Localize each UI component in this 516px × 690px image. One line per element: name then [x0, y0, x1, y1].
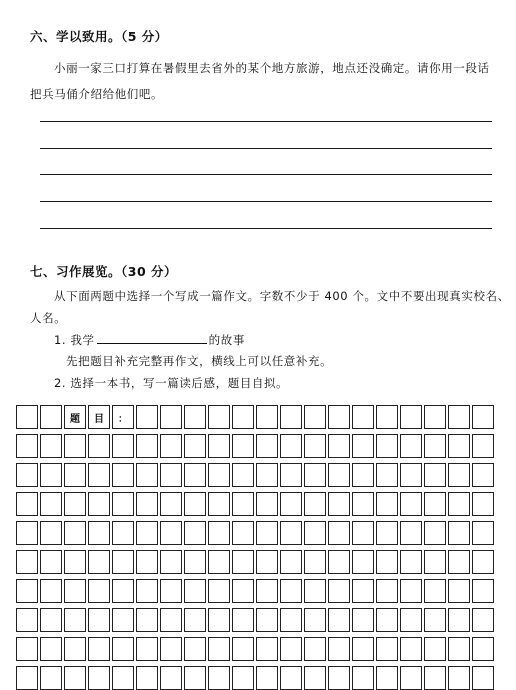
answer-line-3[interactable] — [40, 174, 492, 175]
grid-cell[interactable] — [160, 550, 182, 574]
grid-cell[interactable] — [16, 405, 38, 429]
grid-cell[interactable] — [328, 434, 350, 458]
grid-cell[interactable] — [160, 521, 182, 545]
grid-cell[interactable] — [40, 405, 62, 429]
grid-cell[interactable] — [232, 579, 254, 603]
grid-cell[interactable] — [256, 405, 278, 429]
grid-cell[interactable] — [352, 521, 374, 545]
grid-cell[interactable] — [448, 608, 470, 632]
section-7-instruction-line-1: 从下面两题中选择一个写成一篇作文。字数不少于 400 个。文中不要出现真实校名、 — [54, 289, 510, 303]
grid-cell[interactable] — [112, 492, 134, 516]
grid-cell[interactable] — [328, 608, 350, 632]
answer-line-5[interactable] — [40, 228, 492, 229]
grid-cell[interactable] — [184, 463, 206, 487]
grid-cell[interactable] — [184, 405, 206, 429]
grid-cell[interactable] — [256, 463, 278, 487]
grid-cell[interactable] — [232, 666, 254, 690]
grid-cell[interactable] — [64, 666, 86, 690]
grid-cell[interactable] — [88, 521, 110, 545]
grid-cell[interactable] — [16, 521, 38, 545]
grid-cell[interactable] — [424, 579, 446, 603]
grid-cell[interactable] — [352, 637, 374, 661]
grid-cell[interactable] — [424, 521, 446, 545]
grid-title-char: ： — [112, 405, 134, 429]
grid-cell[interactable] — [280, 550, 302, 574]
grid-cell[interactable] — [64, 550, 86, 574]
option-1-prefix: 1. 我学 — [54, 333, 95, 347]
grid-cell[interactable] — [448, 405, 470, 429]
grid-cell[interactable] — [160, 405, 182, 429]
grid-cell[interactable] — [448, 579, 470, 603]
grid-cell[interactable] — [424, 405, 446, 429]
grid-cell[interactable] — [256, 608, 278, 632]
grid-cell[interactable] — [472, 492, 494, 516]
grid-cell[interactable] — [448, 434, 470, 458]
option-1-note: 先把题目补充完整再作文，横线上可以任意补充。 — [66, 354, 333, 368]
grid-cell[interactable] — [376, 550, 398, 574]
grid-cell[interactable] — [40, 579, 62, 603]
grid-cell[interactable] — [16, 608, 38, 632]
grid-cell[interactable] — [424, 492, 446, 516]
grid-cell[interactable] — [136, 492, 158, 516]
grid-cell[interactable] — [256, 637, 278, 661]
grid-cell[interactable] — [472, 405, 494, 429]
grid-cell[interactable] — [376, 492, 398, 516]
grid-cell[interactable] — [88, 579, 110, 603]
grid-cell[interactable] — [256, 666, 278, 690]
grid-cell[interactable] — [160, 463, 182, 487]
grid-cell[interactable] — [400, 637, 422, 661]
grid-cell[interactable] — [64, 521, 86, 545]
grid-cell[interactable] — [160, 666, 182, 690]
grid-cell[interactable] — [136, 550, 158, 574]
grid-cell[interactable] — [88, 434, 110, 458]
grid-cell[interactable] — [88, 463, 110, 487]
grid-cell[interactable] — [136, 463, 158, 487]
grid-cell[interactable] — [280, 405, 302, 429]
grid-cell[interactable] — [424, 608, 446, 632]
grid-cell[interactable] — [232, 434, 254, 458]
grid-cell[interactable] — [304, 405, 326, 429]
grid-cell[interactable] — [376, 521, 398, 545]
grid-cell[interactable] — [304, 579, 326, 603]
grid-cell[interactable] — [40, 666, 62, 690]
grid-cell[interactable] — [16, 550, 38, 574]
grid-cell[interactable] — [328, 405, 350, 429]
grid-cell[interactable] — [184, 608, 206, 632]
grid-row — [16, 579, 494, 603]
grid-cell[interactable] — [64, 463, 86, 487]
grid-cell[interactable] — [136, 579, 158, 603]
grid-cell[interactable] — [16, 666, 38, 690]
grid-cell[interactable] — [40, 463, 62, 487]
grid-cell[interactable] — [400, 579, 422, 603]
grid-cell[interactable] — [112, 579, 134, 603]
grid-cell[interactable] — [112, 666, 134, 690]
grid-cell[interactable] — [304, 434, 326, 458]
grid-cell[interactable] — [448, 463, 470, 487]
grid-cell[interactable] — [256, 579, 278, 603]
grid-cell[interactable] — [400, 550, 422, 574]
grid-cell[interactable] — [472, 608, 494, 632]
grid-cell[interactable] — [448, 521, 470, 545]
grid-cell[interactable] — [40, 637, 62, 661]
grid-cell[interactable] — [328, 637, 350, 661]
grid-cell[interactable] — [184, 579, 206, 603]
grid-cell[interactable] — [184, 434, 206, 458]
option-2: 2. 选择一本书，写一篇读后感，题目自拟。 — [54, 376, 289, 390]
grid-cell[interactable] — [280, 579, 302, 603]
grid-cell[interactable] — [88, 550, 110, 574]
grid-cell[interactable] — [88, 608, 110, 632]
grid-cell[interactable] — [160, 492, 182, 516]
grid-cell[interactable] — [40, 492, 62, 516]
grid-cell[interactable] — [208, 521, 230, 545]
grid-cell[interactable] — [400, 463, 422, 487]
grid-cell[interactable] — [352, 492, 374, 516]
grid-row — [16, 405, 494, 429]
grid-cell[interactable] — [304, 463, 326, 487]
grid-cell[interactable] — [208, 405, 230, 429]
grid-cell[interactable] — [472, 434, 494, 458]
grid-cell[interactable] — [304, 666, 326, 690]
grid-cell[interactable] — [424, 550, 446, 574]
grid-cell[interactable] — [232, 637, 254, 661]
grid-cell[interactable] — [184, 521, 206, 545]
grid-cell[interactable] — [16, 579, 38, 603]
grid-cell[interactable] — [64, 579, 86, 603]
grid-cell[interactable] — [16, 463, 38, 487]
grid-row — [16, 434, 494, 458]
grid-cell[interactable] — [376, 666, 398, 690]
grid-row — [16, 666, 494, 690]
grid-row — [16, 492, 494, 516]
grid-cell[interactable] — [40, 608, 62, 632]
grid-title-char: 目 — [88, 405, 110, 429]
grid-cell[interactable] — [400, 608, 422, 632]
grid-cell[interactable] — [448, 550, 470, 574]
grid-cell[interactable] — [352, 405, 374, 429]
grid-cell[interactable] — [208, 550, 230, 574]
section-7-heading: 七、习作展览。（30 分） — [30, 264, 177, 279]
grid-cell[interactable] — [208, 608, 230, 632]
grid-cell[interactable] — [280, 434, 302, 458]
grid-cell[interactable] — [448, 637, 470, 661]
grid-cell[interactable] — [88, 492, 110, 516]
grid-cell[interactable] — [208, 666, 230, 690]
grid-cell[interactable] — [136, 608, 158, 632]
grid-cell[interactable] — [136, 521, 158, 545]
grid-cell[interactable] — [304, 492, 326, 516]
answer-line-2[interactable] — [40, 148, 492, 149]
grid-cell[interactable] — [448, 492, 470, 516]
grid-cell[interactable] — [472, 579, 494, 603]
grid-cell[interactable] — [208, 492, 230, 516]
grid-cell[interactable] — [64, 492, 86, 516]
grid-cell[interactable] — [88, 666, 110, 690]
grid-cell[interactable] — [16, 637, 38, 661]
grid-cell[interactable] — [328, 666, 350, 690]
grid-cell[interactable] — [376, 637, 398, 661]
grid-row — [16, 463, 494, 487]
grid-cell[interactable] — [304, 637, 326, 661]
grid-cell[interactable] — [112, 637, 134, 661]
grid-cell[interactable] — [64, 637, 86, 661]
answer-line-1[interactable] — [40, 121, 492, 122]
grid-cell[interactable] — [304, 550, 326, 574]
option-1-suffix: 的故事 — [208, 333, 245, 347]
grid-cell[interactable] — [232, 463, 254, 487]
grid-cell[interactable] — [256, 492, 278, 516]
grid-cell[interactable] — [352, 463, 374, 487]
grid-cell[interactable] — [472, 550, 494, 574]
grid-cell[interactable] — [400, 434, 422, 458]
grid-cell[interactable] — [280, 492, 302, 516]
grid-cell[interactable] — [160, 579, 182, 603]
grid-cell[interactable] — [112, 608, 134, 632]
grid-cell[interactable] — [208, 579, 230, 603]
grid-cell[interactable] — [232, 608, 254, 632]
grid-cell[interactable] — [424, 666, 446, 690]
grid-cell[interactable] — [472, 666, 494, 690]
grid-cell[interactable] — [208, 434, 230, 458]
grid-cell[interactable] — [88, 637, 110, 661]
grid-cell[interactable] — [304, 521, 326, 545]
grid-cell[interactable] — [136, 434, 158, 458]
grid-cell[interactable] — [112, 550, 134, 574]
grid-cell[interactable] — [232, 550, 254, 574]
grid-cell[interactable] — [256, 521, 278, 545]
grid-cell[interactable] — [400, 492, 422, 516]
grid-cell[interactable] — [280, 521, 302, 545]
section-6-heading: 六、学以致用。（5 分） — [30, 29, 168, 44]
grid-cell[interactable] — [160, 637, 182, 661]
answer-line-4[interactable] — [40, 201, 492, 202]
grid-cell[interactable] — [64, 608, 86, 632]
grid-cell[interactable] — [376, 463, 398, 487]
grid-cell[interactable] — [376, 405, 398, 429]
grid-cell[interactable] — [256, 434, 278, 458]
grid-cell[interactable] — [112, 434, 134, 458]
grid-cell[interactable] — [304, 608, 326, 632]
section-7-instruction-line-2: 人名。 — [30, 311, 67, 325]
grid-cell[interactable] — [232, 492, 254, 516]
grid-cell[interactable] — [16, 434, 38, 458]
grid-cell[interactable] — [352, 550, 374, 574]
grid-cell[interactable] — [400, 521, 422, 545]
grid-cell[interactable] — [472, 521, 494, 545]
title-blank[interactable] — [97, 331, 207, 344]
grid-cell[interactable] — [16, 492, 38, 516]
grid-cell[interactable] — [40, 550, 62, 574]
grid-cell[interactable] — [376, 579, 398, 603]
grid-cell[interactable] — [160, 608, 182, 632]
grid-cell[interactable] — [376, 608, 398, 632]
grid-cell[interactable] — [160, 434, 182, 458]
grid-cell[interactable] — [232, 405, 254, 429]
grid-cell[interactable] — [136, 405, 158, 429]
grid-row — [16, 521, 494, 545]
grid-cell[interactable] — [208, 637, 230, 661]
grid-cell[interactable] — [448, 666, 470, 690]
grid-row — [16, 550, 494, 574]
grid-cell[interactable] — [352, 579, 374, 603]
grid-cell[interactable] — [280, 608, 302, 632]
grid-cell[interactable] — [280, 463, 302, 487]
grid-cell[interactable] — [400, 666, 422, 690]
grid-cell[interactable] — [472, 637, 494, 661]
grid-cell[interactable] — [328, 579, 350, 603]
grid-cell[interactable] — [40, 521, 62, 545]
grid-cell[interactable] — [400, 405, 422, 429]
grid-cell[interactable] — [352, 666, 374, 690]
grid-title-char: 题 — [64, 405, 86, 429]
grid-cell[interactable] — [184, 637, 206, 661]
grid-cell[interactable] — [376, 434, 398, 458]
grid-cell[interactable] — [256, 550, 278, 574]
grid-cell[interactable] — [328, 492, 350, 516]
grid-cell[interactable] — [328, 521, 350, 545]
grid-cell[interactable] — [280, 666, 302, 690]
grid-cell[interactable] — [424, 434, 446, 458]
grid-cell[interactable] — [352, 608, 374, 632]
section-6-prompt-line-1: 小丽一家三口打算在暑假里去省外的某个地方旅游，地点还没确定。请你用一段话 — [54, 61, 490, 75]
grid-cell[interactable] — [424, 637, 446, 661]
option-1 — [54, 331, 245, 348]
section-6-prompt-line-2: 把兵马俑介绍给他们吧。 — [30, 87, 164, 101]
grid-cell[interactable] — [112, 463, 134, 487]
grid-cell[interactable] — [352, 434, 374, 458]
grid-cell[interactable] — [184, 492, 206, 516]
grid-cell[interactable] — [184, 550, 206, 574]
grid-cell[interactable] — [136, 637, 158, 661]
grid-row — [16, 608, 494, 632]
grid-cell[interactable] — [112, 521, 134, 545]
grid-cell[interactable] — [328, 463, 350, 487]
grid-cell[interactable] — [40, 434, 62, 458]
grid-cell[interactable] — [184, 666, 206, 690]
grid-cell[interactable] — [232, 521, 254, 545]
grid-cell[interactable] — [328, 550, 350, 574]
grid-cell[interactable] — [280, 637, 302, 661]
grid-row — [16, 637, 494, 661]
grid-cell[interactable] — [208, 463, 230, 487]
grid-cell[interactable] — [64, 434, 86, 458]
grid-cell[interactable] — [472, 463, 494, 487]
grid-cell[interactable] — [424, 463, 446, 487]
grid-cell[interactable] — [136, 666, 158, 690]
